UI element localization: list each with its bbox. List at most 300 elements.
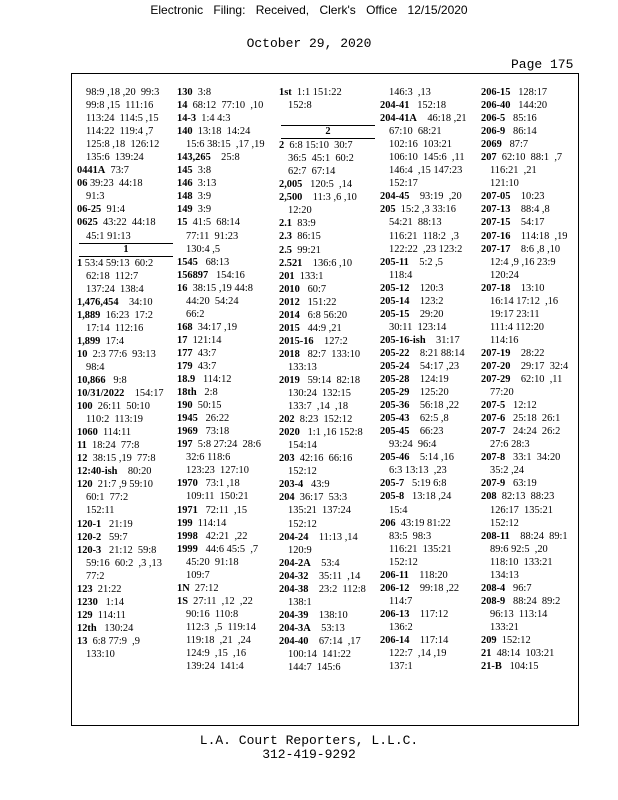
page-line-refs: 50:15	[192, 400, 222, 412]
index-entry	[481, 360, 579, 373]
index-term: 206-40	[481, 100, 511, 112]
index-term: 207-17	[481, 243, 511, 255]
index-term: 205-15	[380, 308, 410, 320]
index-entry	[481, 660, 579, 673]
index-entry	[279, 86, 377, 99]
index-continuation: 93:24 96:4	[389, 439, 437, 451]
index-entry	[481, 203, 579, 216]
index-term: 197	[177, 439, 193, 451]
index-entry	[380, 347, 478, 360]
index-term: 207-18	[481, 282, 511, 294]
index-entry	[77, 374, 175, 387]
index-entry	[177, 125, 275, 138]
index-entry	[279, 296, 377, 309]
index-entry	[380, 634, 478, 647]
index-term: 206	[380, 517, 396, 529]
index-term: 204-45	[380, 191, 410, 203]
index-continuation: 100:14 141:22	[288, 648, 351, 660]
index-continuation: 66:2	[186, 308, 205, 320]
index-entry	[380, 517, 478, 530]
page-line-refs: 56:18 ,22	[409, 400, 460, 412]
index-continuation: 15:6 38:15 ,17 ,19	[186, 139, 265, 151]
index-term: 204-2A	[279, 557, 311, 569]
index-entry	[481, 230, 579, 243]
index-entry	[279, 217, 377, 230]
index-term: 1971	[177, 504, 198, 516]
page-line-refs: 3:8	[192, 87, 212, 98]
index-continuation: 12:20	[288, 205, 312, 217]
index-continuation: 15:4	[389, 504, 408, 516]
section-letter: 1	[79, 243, 173, 257]
index-continuation: 133:21	[490, 621, 519, 633]
transcript-date: October 29, 2020	[246, 36, 372, 51]
page-line-refs: 42:16 66:16	[294, 453, 353, 465]
index-continuation: 106:10 145:6 ,11	[389, 152, 465, 164]
page-line-refs: 36:17 53:3	[294, 492, 348, 504]
index-term: 204-40	[279, 635, 309, 647]
page-line-refs: 125:20	[409, 387, 449, 399]
index-entry	[177, 438, 275, 451]
page-line-refs: 86:14	[505, 126, 537, 138]
index-term: 1S	[177, 595, 188, 607]
page-line-refs: 1:1 ,16 152:8	[299, 427, 363, 439]
index-term: 21-B	[481, 661, 502, 673]
index-entry	[481, 282, 579, 295]
index-entry	[380, 490, 478, 503]
index-entry	[279, 178, 377, 191]
index-term: 202	[279, 414, 295, 426]
index-entry	[380, 295, 478, 308]
page-line-refs: 62:10 ,11	[510, 374, 563, 386]
page-line-refs: 21:12 59:8	[101, 544, 157, 556]
index-term: 205-8	[380, 491, 405, 503]
index-continuation: 32:6 118:6	[186, 452, 231, 464]
page-line-refs: 123:2	[409, 295, 444, 307]
page-line-refs: 2:3 77:6 93:13	[87, 348, 156, 360]
index-entry	[177, 595, 275, 608]
page-line-refs: 72:11 ,15	[197, 504, 248, 516]
index-term: 11	[77, 440, 87, 452]
index-term: 2012	[279, 296, 300, 308]
index-entry	[177, 373, 275, 386]
index-entry	[481, 425, 579, 438]
page-line-refs: 3:8	[192, 165, 212, 177]
index-continuation: 135:6 139:24	[86, 152, 144, 164]
page-line-refs: 2:8	[196, 387, 218, 399]
page-line-refs: 54:17	[510, 217, 545, 229]
index-continuation: 67:10 68:21	[389, 126, 442, 138]
index-entry	[77, 387, 175, 400]
index-term: 1N	[177, 582, 190, 594]
index-entry	[481, 582, 579, 595]
index-entry	[481, 595, 579, 608]
page-line-refs: 91:4	[101, 204, 125, 216]
index-term: 06-25	[77, 204, 102, 216]
index-term: 179	[177, 360, 193, 372]
index-term: 2015	[279, 322, 300, 334]
index-entry	[481, 530, 579, 543]
page-line-refs: 23:2 112:8	[308, 583, 366, 595]
page-line-refs: 44:6 45:5 ,7	[197, 543, 259, 555]
index-continuation: 135:21 137:24	[288, 505, 351, 517]
index-entry	[177, 386, 275, 399]
page-line-refs: 29:17 32:4	[510, 360, 569, 372]
index-continuation: 83:5 98:3	[389, 530, 432, 542]
index-entry	[279, 139, 377, 152]
index-continuation: 133:13	[288, 361, 317, 373]
index-continuation: 114:22 119:4 ,7	[86, 126, 154, 138]
index-term: 207-5	[481, 400, 506, 412]
index-entry	[380, 360, 478, 373]
index-continuation: 152:11	[86, 505, 115, 517]
index-continuation: 35:2 ,24	[490, 465, 525, 477]
index-continuation: 44:20 54:24	[186, 295, 239, 307]
index-entry	[77, 296, 175, 309]
index-continuation: 109:11 150:21	[186, 491, 249, 503]
index-entry	[380, 477, 478, 490]
page-line-refs: 34:17 ,19	[192, 321, 238, 333]
index-term: 06	[77, 178, 88, 190]
index-entry	[380, 308, 478, 321]
reporter-phone: 312-419-9292	[262, 747, 356, 762]
index-term: 205-16-ish	[380, 334, 426, 346]
index-term: 1,899	[77, 335, 101, 347]
index-entry	[177, 517, 275, 530]
index-entry	[279, 257, 377, 270]
index-term: 1,476,454	[77, 296, 119, 308]
index-continuation: 112:3 ,5 119:14	[186, 621, 256, 633]
index-term: 207-05	[481, 191, 511, 203]
index-continuation: 120:24	[490, 269, 519, 281]
index-term: 14-3	[177, 113, 197, 125]
index-term: 10/31/2022	[77, 388, 125, 400]
page-line-refs: 3:9	[192, 204, 212, 216]
page-line-refs: 114:11	[92, 609, 126, 621]
index-entry	[77, 609, 175, 622]
index-term: 207-19	[481, 347, 511, 359]
page-line-refs: 11:13 ,14	[308, 531, 358, 543]
index-term: 145	[177, 165, 193, 177]
index-entry	[177, 504, 275, 517]
index-entry	[77, 348, 175, 361]
index-continuation: 122:22 ,23 123:2	[389, 243, 463, 255]
index-term: 12th	[77, 622, 97, 634]
index-term: 14	[177, 100, 188, 112]
index-entry	[177, 256, 275, 269]
page-line-refs: 5:2 ,5	[408, 256, 443, 268]
index-continuation: 152:8	[288, 100, 312, 112]
index-continuation: 152:12	[288, 466, 317, 478]
index-term: 206-12	[380, 582, 410, 594]
index-term: 12:40-ish	[77, 466, 118, 478]
page-line-refs: 8:23 152:12	[294, 414, 353, 426]
page-line-refs: 63:19	[505, 478, 537, 490]
page-line-refs: 15:2 ,3 33:16	[395, 204, 456, 216]
page-line-refs: 6:8 56:20	[299, 309, 348, 321]
index-entry	[77, 335, 175, 348]
page-line-refs: 59:7	[101, 531, 128, 543]
index-continuation: 137:1	[389, 661, 413, 673]
index-term: 1st	[279, 87, 292, 98]
index-continuation: 122:7 ,14 ,19	[389, 648, 447, 660]
page-line-refs: 104:15	[501, 661, 539, 673]
page-line-refs: 9:8	[105, 374, 127, 386]
index-term: 1	[77, 257, 83, 269]
index-entry	[177, 425, 275, 438]
index-term: 120-2	[77, 531, 102, 543]
page-line-refs: 5:8 27:24 28:6	[192, 439, 262, 451]
index-term: 204-39	[279, 609, 309, 621]
index-entry	[380, 99, 478, 112]
index-term: 1969	[177, 426, 198, 438]
page-line-refs: 17:4	[100, 335, 125, 347]
index-continuation: 139:24 141:4	[186, 661, 244, 673]
page-line-refs: 87:7	[501, 139, 529, 151]
page-line-refs: 29:20	[409, 308, 444, 320]
index-continuation: 123:23 127:10	[186, 465, 249, 477]
index-term: 1970	[177, 478, 198, 490]
index-entry	[177, 477, 275, 490]
page-line-refs: 42:21 ,22	[197, 530, 248, 542]
index-entry	[481, 634, 579, 647]
index-entry	[279, 374, 377, 387]
index-term: 206-11	[380, 569, 409, 581]
index-entry	[279, 309, 377, 322]
page-line-refs: 99:18 ,22	[409, 582, 460, 594]
index-continuation: 116:21 118:2 ,3	[389, 230, 459, 242]
index-entry	[380, 256, 478, 269]
index-term: 204-38	[279, 583, 309, 595]
index-entry	[279, 426, 377, 439]
index-entry	[481, 347, 579, 360]
index-entry	[279, 230, 377, 243]
index-continuation: 6:3 13:13 ,23	[389, 465, 447, 477]
page-line-refs: 43:9	[303, 479, 330, 491]
reporter-name: L.A. Court Reporters, L.L.C.	[199, 733, 419, 748]
page-line-refs: 3:13	[192, 178, 217, 190]
index-term: 1945	[177, 413, 198, 425]
index-term: 2.521	[279, 257, 303, 269]
index-term: 2.5	[279, 244, 292, 256]
index-continuation: 77:11 91:23	[186, 230, 239, 242]
index-term: 148	[177, 191, 193, 203]
index-entry	[279, 322, 377, 335]
page-line-refs: 3:9	[192, 191, 212, 203]
index-continuation: 19:17 23:11	[490, 308, 540, 320]
index-term: 207-13	[481, 204, 511, 216]
index-term: 2015-16	[279, 335, 314, 347]
page-line-refs: 124:19	[409, 374, 449, 386]
index-term: 21	[481, 648, 492, 660]
page-line-refs: 35:11 ,14	[308, 570, 361, 582]
index-entry	[481, 216, 579, 229]
index-continuation: 130:4 ,5	[186, 243, 221, 255]
index-continuation: 77:2	[86, 570, 105, 582]
page-line-refs: 117:12	[409, 608, 449, 620]
index-entry	[177, 112, 275, 125]
page-line-refs: 43:7	[192, 360, 217, 372]
index-term: 120	[77, 479, 93, 491]
index-continuation: 118:4	[389, 269, 413, 281]
index-term: 177	[177, 347, 193, 359]
index-continuation: 99:8 ,15 111:16	[86, 100, 154, 112]
index-column-1	[77, 86, 175, 661]
index-entry	[77, 426, 175, 439]
index-term: 204-41	[380, 100, 410, 112]
page-line-refs: 21:22	[92, 583, 122, 595]
page-line-refs: 1:14	[97, 596, 125, 608]
index-term: 207-16	[481, 230, 511, 242]
index-entry	[481, 112, 579, 125]
index-continuation: 59:16 60:2 ,3 ,13	[86, 557, 162, 569]
index-term: 205-12	[380, 282, 410, 294]
filing-stamp: Electronic Filing: Received, Clerk's Office 12/15/2020	[150, 3, 468, 17]
reporter-footer	[0, 734, 618, 762]
page-line-refs: 128:17	[510, 87, 548, 98]
page-line-refs: 96:7	[505, 582, 532, 594]
index-continuation: 12:4 ,9 ,16 23:9	[490, 256, 556, 268]
page-line-refs: 11:3 ,6 ,10	[302, 192, 357, 204]
index-term: 205-46	[380, 452, 410, 464]
index-term: 18th	[177, 387, 197, 399]
index-term: 1545	[177, 256, 198, 268]
index-entry	[77, 635, 175, 648]
index-continuation: 124:9 ,15 ,16	[186, 648, 247, 660]
index-entry	[481, 412, 579, 425]
index-term: 156897	[177, 269, 209, 281]
index-entry	[177, 203, 275, 216]
page-line-refs: 53:4	[310, 557, 340, 569]
index-continuation: 152:12	[389, 556, 418, 568]
index-column-2	[177, 86, 275, 673]
index-continuation: 152:12	[490, 517, 519, 529]
index-column-5	[481, 86, 579, 673]
page-line-refs: 88:4 ,8	[510, 204, 550, 216]
page-line-refs: 16:23 17:2	[100, 309, 153, 321]
page-line-refs: 154:16	[208, 269, 245, 281]
index-entry	[177, 269, 275, 282]
index-term: 13	[77, 635, 88, 647]
index-continuation: 113:24 114:5 ,15	[86, 113, 159, 125]
index-term: 205-24	[380, 360, 410, 372]
index-continuation: 109:7	[186, 569, 210, 581]
page-line-refs: 31:17	[425, 334, 460, 346]
index-continuation: 144:7 145:6	[288, 662, 341, 674]
index-continuation: 89:6 92:5 ,20	[490, 543, 548, 555]
page-line-refs: 152:12	[496, 634, 531, 646]
index-entry	[481, 138, 579, 151]
page-line-refs: 1:4 4:3	[196, 113, 231, 125]
index-term: 2010	[279, 283, 300, 295]
index-term: 0625	[77, 217, 98, 229]
index-entry	[380, 412, 478, 425]
index-term: 206-9	[481, 126, 506, 138]
index-entry	[481, 86, 579, 99]
index-entry	[177, 360, 275, 373]
index-term: 205-45	[380, 426, 410, 438]
index-term: 130	[177, 87, 193, 98]
index-term: 0441A	[77, 165, 106, 177]
index-term: 205	[380, 204, 396, 216]
index-term: 2.1	[279, 218, 292, 230]
page-line-refs: 26:11 50:10	[92, 401, 150, 413]
index-term: 2.3	[279, 231, 292, 243]
page-line-refs: 21:19	[101, 518, 133, 530]
page-line-refs: 62:5 ,8	[409, 413, 449, 425]
index-entry	[481, 99, 579, 112]
index-continuation: 114:7	[389, 595, 413, 607]
index-term: 100	[77, 401, 93, 413]
page-line-refs: 144:20	[510, 100, 548, 112]
index-continuation: 116:21 135:21	[389, 543, 452, 555]
index-continuation: 133:7 ,14 ,18	[288, 401, 349, 413]
page-line-refs: 99:21	[292, 244, 321, 256]
index-continuation: 116:21 ,21	[490, 165, 537, 177]
index-entry	[380, 386, 478, 399]
index-entry	[380, 373, 478, 386]
index-term: 207-15	[481, 217, 511, 229]
page-line-refs: 34:10	[118, 296, 153, 308]
page-line-refs: 38:15 ,19 77:8	[87, 453, 156, 465]
index-entry	[177, 151, 275, 164]
page-line-refs: 8:6 ,8 ,10	[510, 243, 561, 255]
index-term: 205-7	[380, 478, 405, 490]
index-entry	[380, 451, 478, 464]
index-entry	[279, 348, 377, 361]
index-term: 203	[279, 453, 295, 465]
index-term: 204	[279, 492, 295, 504]
index-entry	[279, 583, 377, 596]
index-term: 18.9	[177, 374, 196, 386]
index-entry	[177, 190, 275, 203]
index-term: 1230	[77, 596, 98, 608]
page-line-refs: 27:11 ,12 ,22	[187, 595, 253, 607]
page-line-refs: 93:19 ,20	[409, 191, 462, 203]
index-entry	[77, 622, 175, 635]
index-entry	[77, 309, 175, 322]
index-entry	[481, 399, 579, 412]
index-continuation: 36:5 45:1 60:2	[288, 153, 354, 165]
index-entry	[77, 465, 175, 478]
index-entry	[279, 452, 377, 465]
page-line-refs: 48:14 103:21	[491, 648, 555, 660]
index-continuation: 137:24 138:4	[86, 283, 144, 295]
index-term: 204-24	[279, 531, 309, 543]
page-line-refs: 43:7	[192, 347, 217, 359]
page-line-refs: 28:22	[510, 347, 545, 359]
index-entry	[279, 191, 377, 204]
index-entry	[77, 583, 175, 596]
page-line-refs: 6:8 15:10 30:7	[284, 140, 353, 152]
page-line-refs: 13:10	[510, 282, 545, 294]
index-continuation: 134:13	[490, 569, 519, 581]
page-line-refs: 54:17 ,23	[409, 360, 460, 372]
index-entry	[177, 164, 275, 177]
index-entry	[380, 399, 478, 412]
page-line-refs: 117:14	[409, 634, 449, 646]
page-line-refs: 82:7 133:10	[299, 348, 361, 360]
index-continuation: 119:18 ,21 ,24	[186, 634, 251, 646]
index-entry	[481, 451, 579, 464]
index-continuation: 98:4	[86, 361, 105, 373]
index-term: 205-11	[380, 256, 409, 268]
index-continuation: 90:16 110:8	[186, 608, 239, 620]
page-line-refs: 133:1	[294, 270, 324, 282]
index-entry	[77, 439, 175, 452]
page-line-refs: 151:22	[299, 296, 337, 308]
index-entry	[279, 635, 377, 648]
page-line-refs: 53:13	[310, 622, 345, 634]
